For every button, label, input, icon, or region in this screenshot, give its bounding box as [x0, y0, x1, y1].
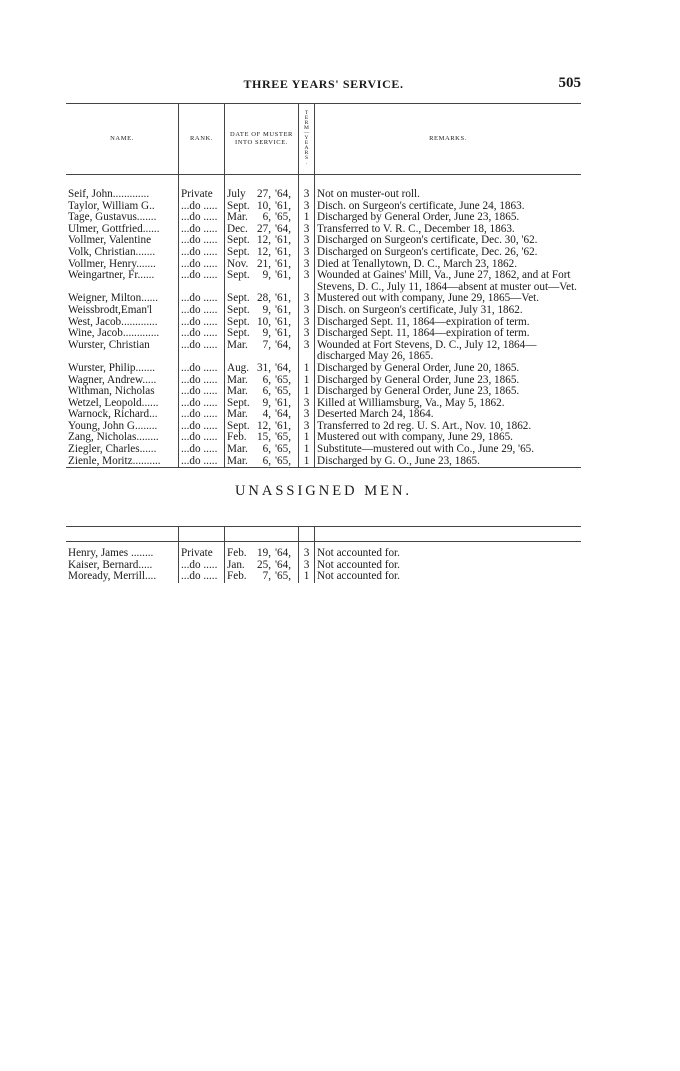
column-header-name: NAME.: [66, 104, 179, 175]
muster-date: [225, 235, 299, 247]
soldier-rank: ...do .....: [179, 375, 225, 387]
table-row: [66, 363, 581, 375]
soldier-name: Young, John G........: [66, 421, 179, 433]
running-head: [66, 77, 581, 93]
table-row: [66, 212, 581, 224]
term-years: 3: [299, 201, 315, 213]
muster-date: [225, 571, 299, 583]
soldier-name: Withman, Nicholas: [66, 386, 179, 398]
table-row: [66, 432, 581, 444]
column-header-term: [299, 104, 315, 175]
muster-date: [225, 444, 299, 456]
table-row: [66, 548, 581, 560]
soldier-name: Warnock, Richard...: [66, 409, 179, 421]
muster-day: 12,: [257, 235, 271, 247]
muster-day: 15,: [257, 432, 271, 444]
column-header-date-line1: DATE OF MUSTER: [230, 131, 293, 138]
muster-month: Mar.: [227, 339, 248, 351]
muster-month: Mar.: [227, 386, 248, 398]
table-row: [66, 189, 581, 201]
soldier-name: Taylor, William G..: [66, 201, 179, 213]
muster-date: [225, 224, 299, 236]
muster-day: 4,: [262, 409, 271, 421]
column-header-row: [66, 104, 581, 175]
muster-year: '61,: [274, 235, 291, 247]
term-years: 3: [299, 560, 315, 572]
column-header-date-line2: INTO SERVICE.: [234, 139, 289, 146]
remarks: Disch. on Surgeon's certificate, July 31, 1862.: [317, 304, 523, 316]
soldier-rank: ...do .....: [179, 235, 225, 247]
soldier-rank: ...do .....: [179, 409, 225, 421]
table-row: [66, 398, 581, 410]
muster-date: [225, 317, 299, 329]
soldier-rank: ...do .....: [179, 398, 225, 410]
soldier-rank: ...do .....: [179, 224, 225, 236]
term-years: 3: [299, 328, 315, 340]
muster-year: '65,: [274, 386, 291, 398]
muster-month: Sept.: [227, 328, 250, 340]
muster-date: [225, 328, 299, 340]
muster-year: '64,: [274, 223, 291, 235]
soldier-rank: ...do .....: [179, 363, 225, 375]
remarks: Wounded at Gaines' Mill, Va., June 27, 1862, and at Fort Stevens, D. C., July 11, 1864—absent at muster out—Vet.: [317, 270, 577, 293]
muster-month: Sept.: [227, 270, 250, 282]
muster-year: '61,: [274, 293, 291, 305]
muster-date: [225, 560, 299, 572]
muster-day: 9,: [262, 304, 271, 316]
muster-day: 6,: [262, 374, 271, 386]
term-years: 1: [299, 571, 315, 583]
muster-month: Mar.: [227, 455, 248, 467]
table-row: [66, 305, 581, 317]
remarks: Substitute—mustered out with Co., June 29, '65.: [317, 444, 535, 456]
muster-date: [225, 212, 299, 224]
muster-date: [225, 293, 299, 305]
table-row: [66, 409, 581, 421]
remarks: Not accounted for.: [317, 559, 400, 571]
muster-year: '64,: [274, 559, 291, 571]
table-row: [66, 235, 581, 247]
remarks: Killed at Williamsburg, Va., May 5, 1862.: [317, 397, 505, 409]
muster-date: [225, 375, 299, 387]
muster-month: Sept.: [227, 397, 250, 409]
muster-month: Sept.: [227, 246, 250, 258]
muster-date: [225, 363, 299, 375]
muster-year: '65,: [274, 212, 291, 224]
remarks: Transferred to V. R. C., December 18, 1863.: [317, 223, 515, 235]
muster-year: '61,: [274, 420, 291, 432]
remarks: Not accounted for.: [317, 571, 400, 583]
table-row: [66, 247, 581, 259]
muster-month: July: [227, 189, 246, 200]
muster-year: '61,: [274, 304, 291, 316]
soldier-name: Seif, John.............: [66, 189, 179, 201]
muster-date: [225, 386, 299, 398]
soldier-rank: ...do .....: [179, 340, 225, 363]
soldier-name: Zienle, Moritz..........: [66, 456, 179, 468]
term-years: 3: [299, 247, 315, 259]
muster-date: [225, 421, 299, 433]
term-years: 3: [299, 189, 315, 201]
muster-date: [225, 548, 299, 560]
soldier-rank: ...do .....: [179, 421, 225, 433]
table-row: [66, 340, 581, 363]
unassigned-body: [66, 527, 581, 583]
soldier-rank: ...do .....: [179, 571, 225, 583]
muster-month: Mar.: [227, 374, 248, 386]
soldier-name: Zang, Nicholas........: [66, 432, 179, 444]
soldier-name: Wurster, Christian: [66, 340, 179, 363]
muster-day: 27,: [257, 189, 271, 200]
remarks: Discharged by General Order, June 23, 1865.: [317, 374, 520, 386]
table-row: [66, 444, 581, 456]
soldier-name: Kaiser, Bernard.....: [66, 560, 179, 572]
muster-month: Sept.: [227, 235, 250, 247]
term-years: 1: [299, 363, 315, 375]
muster-date: [225, 340, 299, 363]
muster-month: Feb.: [227, 432, 247, 444]
muster-day: 7,: [262, 339, 271, 351]
table-row: [66, 293, 581, 305]
soldier-rank: Private: [179, 189, 225, 201]
muster-month: Dec.: [227, 223, 248, 235]
soldier-name: Ulmer, Gottfried......: [66, 224, 179, 236]
soldier-name: Weissbrodt,Eman'l: [66, 305, 179, 317]
term-years: 3: [299, 409, 315, 421]
muster-month: Mar.: [227, 212, 248, 224]
column-header-rank: RANK.: [179, 104, 225, 175]
soldier-name: Weigner, Milton......: [66, 293, 179, 305]
muster-date: [225, 305, 299, 317]
muster-day: 6,: [262, 386, 271, 398]
soldier-name: Wagner, Andrew.....: [66, 375, 179, 387]
muster-year: '64,: [274, 362, 291, 374]
muster-month: Nov.: [227, 258, 249, 270]
muster-year: '61,: [274, 200, 291, 212]
muster-year: '61,: [274, 397, 291, 409]
muster-day: 19,: [257, 548, 271, 559]
remarks: Discharged on Surgeon's certificate, Dec. 26, '62.: [317, 246, 538, 258]
term-years: 3: [299, 259, 315, 271]
term-years: 3: [299, 293, 315, 305]
muster-day: 25,: [257, 559, 271, 571]
soldier-rank: Private: [179, 548, 225, 560]
table-row: [66, 328, 581, 340]
soldier-name: Moready, Merrill....: [66, 571, 179, 583]
unassigned-table: [66, 526, 581, 583]
muster-month: Sept.: [227, 293, 250, 305]
term-years: 3: [299, 305, 315, 317]
remarks: Discharged on Surgeon's certificate, Dec. 30, '62.: [317, 235, 538, 247]
term-years: 3: [299, 340, 315, 363]
term-years: 1: [299, 212, 315, 224]
term-years: 1: [299, 456, 315, 468]
remarks: Discharged by General Order, June 23, 1865.: [317, 212, 520, 224]
muster-year: '64,: [274, 339, 291, 351]
spacer-row: [66, 175, 581, 190]
muster-year: '64,: [274, 189, 291, 200]
section-title-unassigned: UNASSIGNED MEN.: [234, 483, 413, 499]
muster-date: [225, 398, 299, 410]
term-years: 3: [299, 224, 315, 236]
soldier-rank: ...do .....: [179, 386, 225, 398]
term-years: 1: [299, 444, 315, 456]
soldier-rank: ...do .....: [179, 328, 225, 340]
soldier-rank: ...do .....: [179, 444, 225, 456]
muster-month: Feb.: [227, 571, 247, 583]
soldier-name: Wine, Jacob.............: [66, 328, 179, 340]
muster-day: 12,: [257, 420, 271, 432]
muster-day: 10,: [257, 316, 271, 328]
soldier-name: Volk, Christian.......: [66, 247, 179, 259]
muster-month: Feb.: [227, 548, 247, 559]
table-row: [66, 421, 581, 433]
muster-day: 27,: [257, 223, 271, 235]
roster-table: [66, 103, 581, 468]
muster-day: 7,: [262, 571, 271, 583]
soldier-name: Wurster, Philip.......: [66, 363, 179, 375]
muster-day: 6,: [262, 444, 271, 456]
term-years: 3: [299, 548, 315, 560]
soldier-rank: ...do .....: [179, 305, 225, 317]
muster-month: Sept.: [227, 420, 250, 432]
table-row: [66, 375, 581, 387]
term-years: 1: [299, 432, 315, 444]
remarks: Transferred to 2d reg. U. S. Art., Nov. 10, 1862.: [317, 420, 532, 432]
muster-month: Sept.: [227, 316, 250, 328]
term-years: 3: [299, 317, 315, 329]
soldier-rank: ...do .....: [179, 247, 225, 259]
remarks: Mustered out with company, June 29, 1865—Vet.: [317, 293, 540, 305]
remarks: Died at Tenallytown, D. C., March 23, 1862.: [317, 258, 518, 270]
muster-year: '61,: [274, 246, 291, 258]
remarks: Discharged by General Order, June 20, 1865.: [317, 362, 520, 374]
soldier-rank: ...do .....: [179, 317, 225, 329]
muster-month: Mar.: [227, 409, 248, 421]
remarks: Not on muster-out roll.: [317, 189, 420, 200]
page-number: 505: [558, 75, 581, 91]
muster-day: 9,: [262, 328, 271, 340]
remarks: Disch. on Surgeon's certificate, June 24, 1863.: [317, 200, 525, 212]
soldier-name: Tage, Gustavus.......: [66, 212, 179, 224]
soldier-name: Weingartner, Fr......: [66, 270, 179, 293]
soldier-rank: ...do .....: [179, 456, 225, 468]
term-years: 3: [299, 398, 315, 410]
term-years: 1: [299, 375, 315, 387]
muster-year: '65,: [274, 571, 291, 583]
soldier-rank: ...do .....: [179, 432, 225, 444]
muster-date: [225, 247, 299, 259]
remarks: Not accounted for.: [317, 548, 400, 559]
soldier-rank: ...do .....: [179, 212, 225, 224]
muster-year: '65,: [274, 432, 291, 444]
table-row: [66, 571, 581, 583]
page-title: THREE YEARS' SERVICE.: [243, 77, 404, 91]
muster-day: 31,: [257, 362, 271, 374]
muster-day: 28,: [257, 293, 271, 305]
remarks: Discharged Sept. 11, 1864—expiration of term.: [317, 328, 530, 340]
muster-day: 21,: [257, 258, 271, 270]
term-years: 3: [299, 270, 315, 293]
soldier-rank: ...do .....: [179, 259, 225, 271]
muster-year: '65,: [274, 444, 291, 456]
muster-month: Mar.: [227, 444, 248, 456]
muster-day: 12,: [257, 246, 271, 258]
remarks: Discharged Sept. 11, 1864—expiration of term.: [317, 316, 530, 328]
muster-date: [225, 201, 299, 213]
muster-day: 6,: [262, 455, 271, 467]
soldier-rank: ...do .....: [179, 270, 225, 293]
table-row: [66, 224, 581, 236]
soldier-rank: ...do .....: [179, 560, 225, 572]
muster-date: [225, 259, 299, 271]
remarks: Wounded at Fort Stevens, D. C., July 12, 1864—discharged May 26, 1865.: [317, 339, 537, 363]
muster-year: '61,: [274, 328, 291, 340]
muster-month: Sept.: [227, 304, 250, 316]
table-row: [66, 201, 581, 213]
muster-date: [225, 432, 299, 444]
muster-year: '61,: [274, 316, 291, 328]
term-years: 1: [299, 386, 315, 398]
soldier-name: Vollmer, Henry.......: [66, 259, 179, 271]
muster-date: [225, 270, 299, 293]
muster-date: [225, 456, 299, 468]
muster-day: 10,: [257, 200, 271, 212]
muster-year: '65,: [274, 455, 291, 467]
column-header-term-label: TERM—YEARS.: [303, 110, 310, 165]
soldier-name: Vollmer, Valentine: [66, 235, 179, 247]
soldier-rank: ...do .....: [179, 293, 225, 305]
table-row: [66, 317, 581, 329]
column-header-date: [225, 104, 299, 175]
muster-year: '61,: [274, 270, 291, 282]
soldier-name: Ziegler, Charles......: [66, 444, 179, 456]
muster-year: '64,: [274, 548, 291, 559]
term-years: 3: [299, 421, 315, 433]
muster-day: 6,: [262, 212, 271, 224]
soldier-name: Henry, James ........: [66, 548, 179, 560]
muster-date: [225, 189, 299, 201]
muster-month: Jan.: [227, 559, 245, 571]
term-years: 3: [299, 235, 315, 247]
muster-day: 9,: [262, 270, 271, 282]
unassigned-header-rule: [66, 527, 581, 542]
table-row: [66, 270, 581, 293]
column-header-remarks: REMARKS.: [315, 104, 582, 175]
remarks: Discharged by General Order, June 23, 1865.: [317, 386, 520, 398]
remarks: Discharged by G. O., June 23, 1865.: [315, 456, 582, 468]
roster-body: [66, 175, 581, 468]
remarks: Mustered out with company, June 29, 1865.: [317, 432, 513, 444]
table-row: [66, 386, 581, 398]
muster-day: 9,: [262, 397, 271, 409]
muster-month: Sept.: [227, 200, 250, 212]
muster-year: '65,: [274, 374, 291, 386]
table-row: [66, 560, 581, 572]
remarks: Deserted March 24, 1864.: [317, 409, 434, 421]
soldier-name: Wetzel, Leopold......: [66, 398, 179, 410]
muster-date: [225, 409, 299, 421]
soldier-rank: ...do .....: [179, 201, 225, 213]
table-row: [66, 259, 581, 271]
table-row: [66, 456, 581, 468]
muster-month: Aug.: [227, 362, 250, 374]
muster-year: '61,: [274, 258, 291, 270]
muster-year: '64,: [274, 409, 291, 421]
soldier-name: West, Jacob.............: [66, 317, 179, 329]
